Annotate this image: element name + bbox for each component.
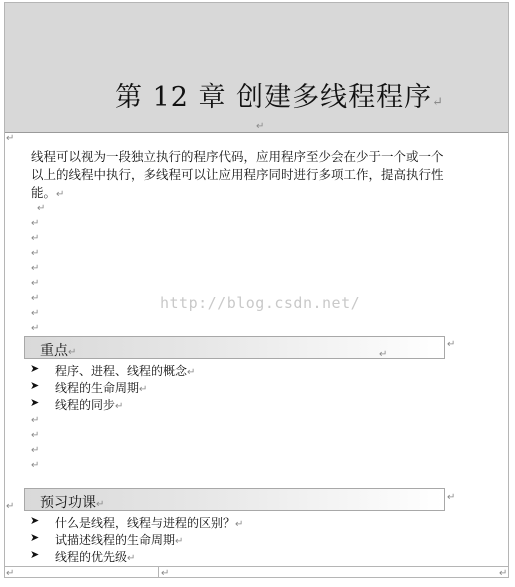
bullet-arrow-icon: ➤ — [30, 548, 40, 561]
paragraph-mark: ↵ — [6, 133, 15, 144]
paragraph-mark: ↵ — [56, 189, 65, 200]
paragraph-mark: ↵ — [256, 121, 265, 132]
paragraph-mark: ↵ — [161, 568, 170, 579]
watermark-text: http://blog.csdn.net/ — [160, 294, 361, 312]
bullet-arrow-icon: ➤ — [30, 396, 40, 409]
paragraph-mark: ↵ — [432, 95, 445, 110]
paragraph-mark: ↵ — [31, 233, 40, 244]
chapter-title-text: 第 12 章 创建多线程程序 — [115, 82, 433, 113]
chapter-title-band — [5, 3, 508, 133]
paragraph-mark: ↵ — [37, 203, 46, 214]
paragraph-mark: ↵ — [31, 278, 40, 289]
intro-line: 线程可以视为一段独立执行的程序代码，应用程序至少会在少于一个或一个 — [31, 149, 444, 164]
section-title: 重点↵ — [40, 343, 77, 359]
paragraph-mark: ↵ — [31, 445, 40, 456]
bullet-arrow-icon: ➤ — [30, 379, 40, 392]
intro-line-last: 能。↵ — [31, 185, 65, 200]
paragraph-mark: ↵ — [31, 460, 40, 471]
paragraph-mark: ↵ — [31, 323, 40, 334]
intro-line: 以上的线程中执行，多线程可以让应用程序同时进行多项工作，提高执行性 — [31, 167, 444, 182]
chapter-title — [115, 75, 444, 114]
paragraph-mark: ↵ — [447, 492, 456, 503]
paragraph-mark: ↵ — [31, 263, 40, 274]
paragraph-mark: ↵ — [31, 293, 40, 304]
paragraph-mark: ↵ — [31, 430, 40, 441]
paragraph-mark: ↵ — [31, 308, 40, 319]
paragraph-mark: ↵ — [447, 339, 456, 350]
section-heading-key-points — [24, 336, 445, 359]
table-divider — [158, 566, 159, 578]
bullet-arrow-icon: ➤ — [30, 514, 40, 527]
paragraph-mark: ↵ — [499, 568, 508, 579]
section-heading-preview — [24, 488, 445, 511]
paragraph-mark: ↵ — [31, 218, 40, 229]
bullet-arrow-icon: ➤ — [30, 362, 40, 375]
bullet-arrow-icon: ➤ — [30, 531, 40, 544]
intro-paragraph — [31, 148, 471, 202]
paragraph-mark: ↵ — [31, 248, 40, 259]
paragraph-mark: ↵ — [6, 501, 15, 512]
paragraph-mark: ↵ — [6, 568, 15, 579]
paragraph-mark: ↵ — [379, 349, 388, 360]
section-title: 预习功课↵ — [40, 495, 105, 511]
paragraph-mark: ↵ — [31, 415, 40, 426]
bottom-table-rule — [5, 566, 508, 567]
